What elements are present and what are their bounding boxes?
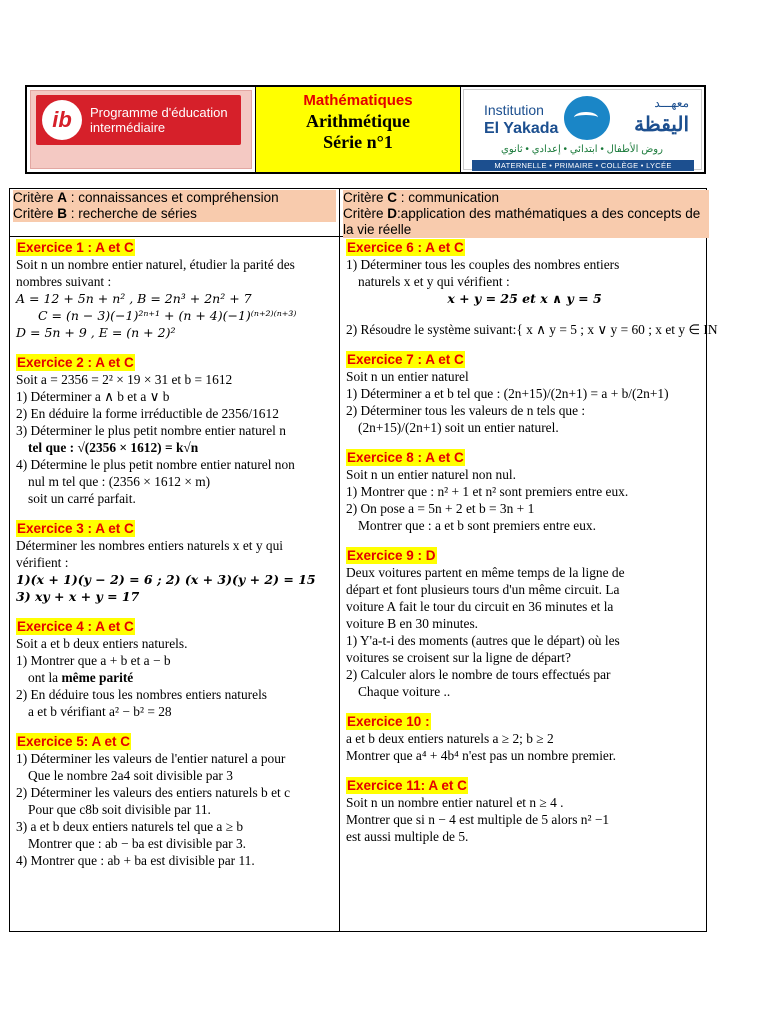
exercise-line: vérifient : [16,555,69,570]
exercise-6 [346,239,718,338]
criterion-c: Critère C : communication [343,190,709,206]
exercise-line: voitures se croisent sur la ligne de départ? [346,650,571,665]
exercise-line: 2) Calculer alors le nombre de tours effectués par [346,667,611,682]
exercise-title: Exercice 1 : A et C [17,240,134,255]
exercise-line: (2n+15)/(2n+1) soit un entier naturel. [358,420,559,435]
exercise-title: Exercice 3 : A et C [17,521,134,536]
exercise-line: Pour que c8b soit divisible par 11. [28,802,211,817]
exercise-line: 2) Déterminer tous les valeurs de n tels que : [346,403,586,418]
exercise-line: nombres suivant : [16,274,112,289]
ib-logo-cell [27,87,256,172]
exercise-line: 3) a et b deux entiers naturels tel que a ≥ b [16,819,244,834]
exercise-3 [16,520,334,605]
exercise-formula: C = (n − 3)(−1)²ⁿ⁺¹ + (n + 4)(−1)⁽ⁿ⁺²⁾⁽ⁿ⁺³⁾ [38,308,297,323]
exercise-line: Soit a = 2356 = 2² × 19 × 31 et b = 1612 [16,372,233,387]
exercise-11 [346,777,703,845]
institution-label: Institution [484,102,544,118]
exercise-line: est aussi multiple de 5. [346,829,469,844]
exercise-line: ont la même parité [28,670,134,685]
exercise-line: 2) En déduire tous les nombres entiers naturels [16,687,268,702]
exercise-line: Montrer que a⁴ + 4b⁴ n'est pas un nombre premier. [346,748,616,763]
exercise-line: départ et font plusieurs tours d'un même circuit. La [346,582,620,597]
exercise-line: voiture B en 30 minutes. [346,616,479,631]
chapter-title: Arithmétique [306,111,410,131]
criterion-d: Critère D:application des mathématiques a des concepts de la vie réelle [343,206,709,238]
institution-arabic-name: اليقظة [634,114,689,136]
exercise-line: 2) En déduire la forme irréductible de 2356/1612 [16,406,279,421]
exercise-line: 2) On pose a = 5n + 2 et b = 3n + 1 [346,501,535,516]
exercise-2 [16,354,334,507]
institution-name: El Yakada [484,120,559,137]
exercise-line: naturels x et y qui vérifient : [358,274,510,289]
criteria-row [10,189,706,237]
exercise-line: Soit a et b deux entiers naturels. [16,636,188,651]
exercise-title: Exercice 7 : A et C [347,352,464,367]
ib-line-2: intermédiaire [90,120,166,135]
exercise-title: Exercice 4 : A et C [17,619,134,634]
exercise-title: Exercice 10 : [347,714,430,729]
exercise-line: Montrer que : a et b sont premiers entre eux. [358,518,596,533]
exercise-line: 4) Détermine le plus petit nombre entier naturel non [16,457,295,472]
title-cell [256,87,461,172]
exercise-formula: 3) xy + x + y = 17 [16,589,140,604]
exercise-line: Soit n un entier naturel [346,369,469,384]
ib-logo-inner [36,95,241,145]
exercise-line: Montrer que : ab − ba est divisible par 3. [28,836,247,851]
exercise-line: nul m tel que : (2356 × 1612 × m) [28,474,211,489]
exercise-line: a et b vérifiant a² − b² = 28 [28,704,172,719]
exercise-10 [346,713,703,764]
exercise-formula: A = 12 + 5n + n² , B = 2n³ + 2n² + 7 [16,291,252,306]
exercise-line: 1) Montrer que a + b et a − b [16,653,171,668]
exercise-line: 3) Déterminer le plus petit nombre entier naturel n [16,423,286,438]
exercise-formula: x + y = 25 et x ∧ y = 5 [447,291,602,306]
exercise-formula: 1)(x + 1)(y − 2) = 6 ; 2) (x + 3)(y + 2) = 15 [16,572,316,587]
exercise-line: voiture A fait le tour du circuit en 36 minutes et la [346,599,614,614]
exercise-line: a et b deux entiers naturels a ≥ 2; b ≥ 2 [346,731,554,746]
ib-logo: ib [42,100,82,140]
ib-programme-text [90,105,228,135]
exercise-line: Montrer que si n − 4 est multiple de 5 alors n² −1 [346,812,610,827]
exercise-formula: D = 5n + 9 , E = (n + 2)² [16,325,176,340]
exercise-line: Déterminer les nombres entiers naturels x et y qui [16,538,283,553]
exercise-title: Exercice 9 : D [347,548,436,563]
exercise-line: 2) Déterminer les valeurs des entiers naturels b et c [16,785,291,800]
criteria-right [340,189,708,236]
exercise-title: Exercice 5: A et C [17,734,131,749]
exercise-title: Exercice 6 : A et C [347,240,464,255]
exercise-5 [16,733,334,869]
exercise-9 [346,547,703,700]
exercise-4 [16,618,334,720]
criterion-b: Critère B : recherche de séries [13,206,336,222]
exercise-line: 1) Y'a-t-i des moments (autres que le départ) où les [346,633,620,648]
institution-arabic-levels: روض الأطفال • ابتدائي • إعدادي • ثانوي [501,144,663,155]
bird-icon [564,96,610,140]
exercise-line: Soit n un entier naturel non nul. [346,467,516,482]
series-title: Série n°1 [323,132,393,152]
exercise-title: Exercice 2 : A et C [17,355,134,370]
exercise-7 [346,351,703,436]
institution-logo [463,89,702,170]
exercise-line: 2) Résoudre le système suivant:{ x ∧ y = 5 ; x ∨ y = 60 ; x et y ∈ IN [346,322,718,337]
institution-logo-cell [461,87,704,172]
exercise-line: Que le nombre 2a4 soit divisible par 3 [28,768,233,783]
exercise-line: 1) Déterminer a ∧ b et a ∨ b [16,389,170,404]
exercise-title: Exercice 11: A et C [347,778,467,793]
header [25,85,706,174]
institution-levels: MATERNELLE • PRIMAIRE • COLLÈGE • LYCÉE [472,160,694,171]
right-column [340,237,718,858]
criteria-left [10,189,339,236]
exercise-line: 1) Déterminer a et b tel que : (2n+15)/(2n+1) = a + b/(2n+1) [346,386,669,401]
exercise-line: Soit n un nombre entier naturel, étudier la parité des [16,257,295,272]
exercise-8 [346,449,703,534]
exercise-title: Exercice 8 : A et C [347,450,464,465]
criterion-a: Critère A : connaissances et compréhension [13,190,336,206]
exercise-line: 1) Montrer que : n² + 1 et n² sont premiers entre eux. [346,484,629,499]
exercise-formula: tel que : √(2356 × 1612) = k√n [28,440,199,455]
exercise-line: Chaque voiture .. [358,684,451,699]
institution-arabic-label: معهـــد [654,96,689,110]
exercise-table [9,188,718,932]
ib-logo-banner [30,90,252,169]
ib-line-1: Programme d'éducation [90,105,228,120]
left-column [10,237,339,882]
exercise-line: Soit n un nombre entier naturel et n ≥ 4 . [346,795,564,810]
exercise-line: 1) Déterminer tous les couples des nombres entiers [346,257,620,272]
subject-title: Mathématiques [303,92,413,109]
exercise-line: 4) Montrer que : ab + ba est divisible par 11. [16,853,255,868]
exercise-line: soit un carré parfait. [28,491,136,506]
exercise-line: 1) Déterminer les valeurs de l'entier naturel a pour [16,751,286,766]
exercise-line: Deux voitures partent en même temps de la ligne de [346,565,625,580]
exercise-1 [16,239,334,341]
